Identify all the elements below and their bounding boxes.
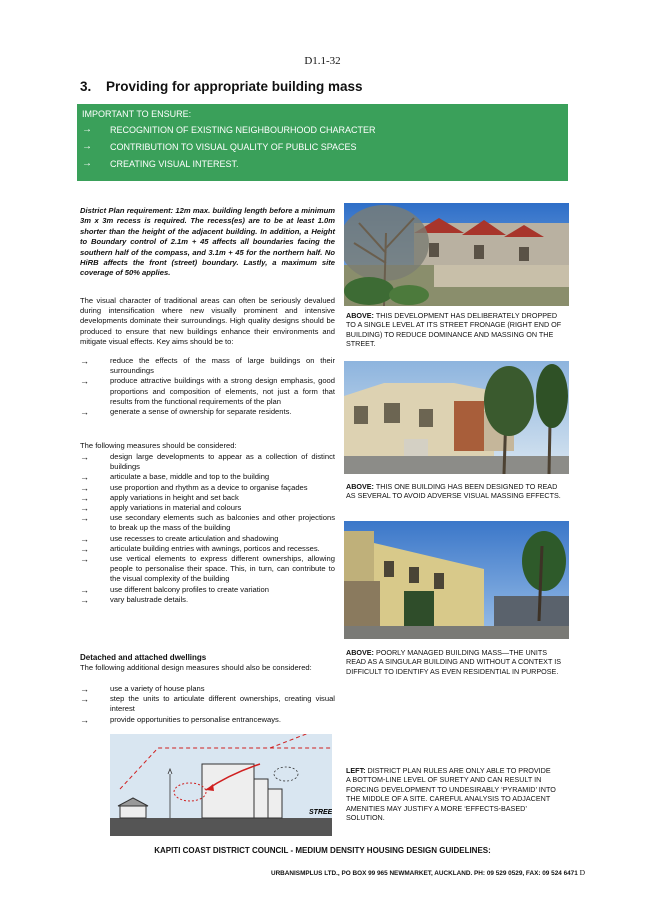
section-number: 3. — [80, 79, 92, 94]
footer-contact: URBANISMPLUS LTD., PO BOX 99 965 NEWMARKET, AUCKLAND. PH: 09 529 0529, FAX: 09 524 6471 D — [270, 868, 585, 877]
detached-heading: Detached and attached dwellings — [80, 653, 207, 662]
arrow-icon: → — [80, 694, 89, 705]
arrow-icon: → — [80, 584, 89, 595]
arrow-icon: → — [80, 594, 89, 605]
list-item: → articulate building entries with awnings, porticos and recesses. — [80, 543, 320, 554]
arrow-icon: → — [80, 376, 89, 387]
section-heading — [80, 79, 363, 94]
list-item: → provide opportunities to personalise entranceways. — [80, 714, 281, 725]
list-item: → apply variations in material and colours — [80, 503, 242, 514]
list-item: → produce attractive buildings with a strong design emphasis, good proportions and composition of elements, not just a form that results from the functional requirements of the plan — [80, 376, 335, 406]
list-item: → use recesses to create articulation and shadowing — [80, 533, 279, 544]
arrow-icon: → — [80, 513, 89, 524]
photo-poorly-managed-mass — [344, 521, 569, 639]
list-item: → use vertical elements to express different ownerships, allowing people to personalise their space. This, in turn, can contribute to the visual complexity of the building — [80, 554, 335, 584]
list-item: → reduce the effects of the mass of large buildings on their surroundings — [80, 356, 335, 376]
list-item: → apply variations in height and set back — [80, 492, 239, 503]
list-item: → use different balcony profiles to create variation — [80, 584, 269, 595]
footer-title: KAPITI COAST DISTRICT COUNCIL - MEDIUM DENSITY HOUSING DESIGN GUIDELINES: — [154, 846, 491, 855]
list-item: → use secondary elements such as balconies and other projections to break up the mass of the building — [80, 513, 335, 533]
important-title: IMPORTANT TO ENSURE: — [82, 109, 192, 119]
arrow-icon: → — [80, 554, 89, 565]
detached-list — [80, 684, 335, 725]
caption-photo-1: ABOVE: THIS DEVELOPMENT HAS DELIBERATELY DROPPED TO A SINGLE LEVEL AT ITS STREET FRONAGE (RIGHT END OF BUILDING) TO REDUCE DOMINANCE AND MASSING ON THE STREET. — [346, 311, 562, 349]
list-item: → design large developments to appear as a collection of distinct buildings — [80, 452, 335, 472]
paragraph-measures: The following measures should be considered: — [80, 441, 237, 450]
arrow-icon: → — [82, 141, 92, 152]
caption-photo-3: ABOVE: POORLY MANAGED BUILDING MASS—THE UNITS READ AS A SINGULAR BUILDING AND WITHOUT A CONTEXT IS DIFFICULT TO IDENTIFY AS EVEN RESIDENTIAL IN PURPOSE. — [346, 648, 562, 676]
arrow-icon: → — [82, 124, 92, 135]
arrow-icon: → — [80, 492, 89, 503]
arrow-icon: → — [80, 452, 89, 462]
arrow-icon: → — [80, 533, 89, 544]
district-plan-requirement: District Plan requirement: 12m max. building length before a minimum 3m x 3m recess is required. The recess(es) are to be at least 1.0m shorter than the height of the adjacent building. In addition, a Height to Boundary control of 2.1m + 45 affects all boundaries facing the southern half of the compass, and 3.1m + 45 for the northern half. No HiRB affects the front (street) boundary. Lastly, a maximum site coverage of 50% applies. — [80, 206, 335, 278]
arrow-icon: → — [82, 158, 92, 169]
arrow-icon: → — [80, 356, 89, 366]
photo-articulated-building — [344, 361, 569, 474]
section-title: Providing for appropriate building mass — [106, 79, 363, 94]
arrow-icon: → — [80, 503, 89, 514]
arrow-icon: → — [80, 407, 89, 418]
list-item: → articulate a base, middle and top to the building — [80, 472, 270, 483]
detached-intro: The following additional design measures should also be considered: — [80, 663, 312, 672]
important-box: IMPORTANT TO ENSURE: → RECOGNITION OF EXISTING NEIGHBOURHOOD CHARACTER → CONTRIBUTION TO VISUAL QUALITY OF PUBLIC SPACES → CREATING VISUAL INTEREST. — [77, 104, 568, 181]
measures-list — [80, 452, 335, 605]
photo-stepped-development — [344, 203, 569, 306]
arrow-icon: → — [80, 684, 89, 694]
list-item: → generate a sense of ownership for separate residents. — [80, 407, 292, 418]
arrow-icon: → — [80, 714, 89, 725]
arrow-icon: → — [80, 472, 89, 483]
page-reference: D1.1-32 — [304, 55, 341, 67]
list-item: → vary balustrade details. — [80, 594, 189, 605]
arrow-icon: → — [80, 482, 89, 493]
diagram-street-label: STREE — [309, 809, 332, 816]
list-item: → use proportion and rhythm as a device to organise façades — [80, 482, 308, 493]
caption-diagram: LEFT: DISTRICT PLAN RULES ARE ONLY ABLE TO PROVIDE A BOTTOM-LINE LEVEL OF SURETY AND CAN RESULT IN FORCING DEVELOPMENT TO UNDESIRABLY ‘PYRAMID’ INTO THE MIDDLE OF A SITE. CAREFUL ANALYSIS TO ADJACENT AMENITIES MAY JUSTIFY A MORE ‘EFFECTS-BASED’ SOLUTION. — [346, 766, 556, 823]
list-item: → use a variety of house plans — [80, 684, 205, 694]
arrow-icon: → — [80, 543, 89, 554]
diagram-pyramid-massing — [110, 734, 332, 836]
caption-photo-2: ABOVE: THIS ONE BUILDING HAS BEEN DESIGNED TO READ AS SEVERAL TO AVOID ADVERSE VISUAL MASSING EFFECTS. — [346, 482, 561, 501]
aims-list — [80, 356, 335, 417]
list-item: → step the units to articulate different ownerships, creating visual interest — [80, 694, 335, 714]
paragraph-visual-character: The visual character of traditional areas can often be seriously devalued during intensification where new visually prominent and intensive developments dominate their surroundings. High quality designs should be produced to ensure that new buildings enhance their environments and mitigate visual effects. Key aims should be to: — [80, 296, 335, 346]
